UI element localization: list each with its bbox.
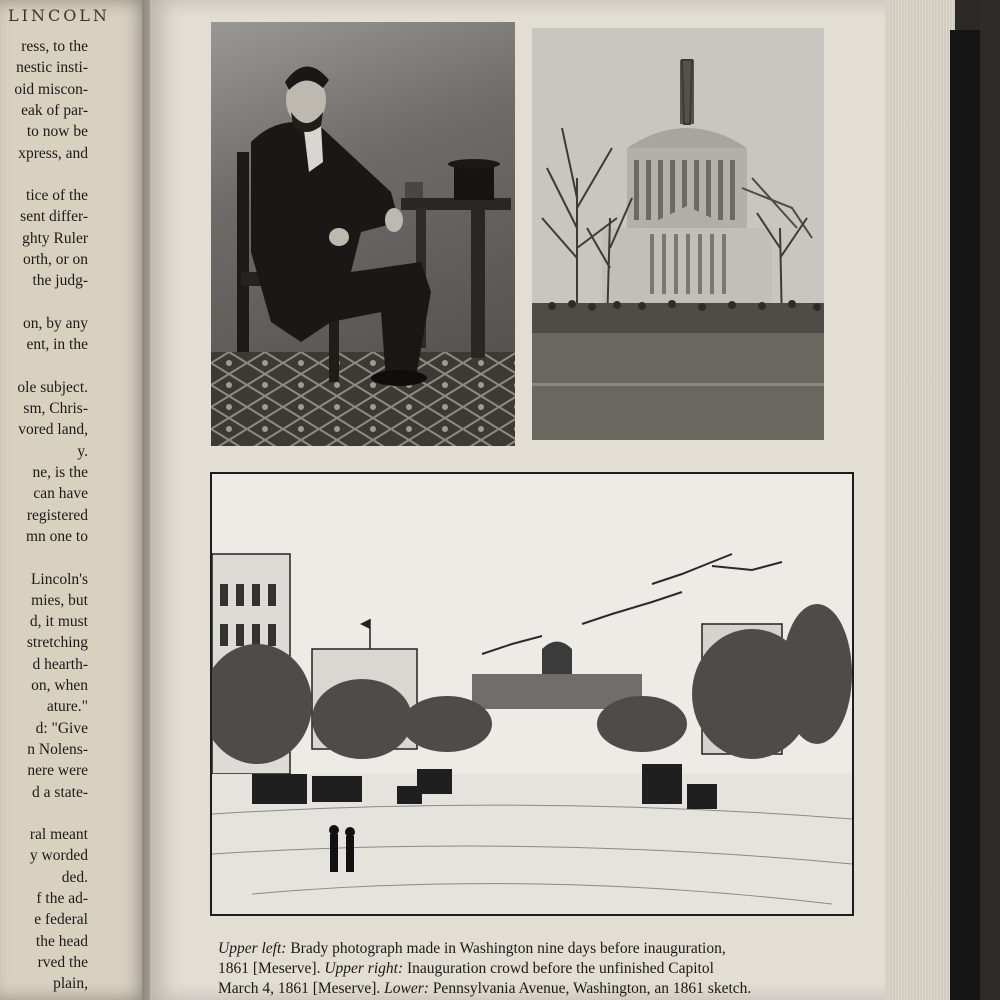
left-page-line: to now be	[26, 123, 88, 141]
left-page-line: eak of par-	[21, 101, 88, 119]
left-page-line: orth, or on	[22, 251, 88, 268]
left-page	[0, 0, 150, 1000]
left-page-line: can have	[33, 485, 88, 503]
left-page-line: ral meant	[29, 826, 88, 844]
left-page-line: oid miscon-	[14, 80, 88, 98]
left-page-line: the judg-	[32, 272, 88, 290]
book-cover	[950, 30, 980, 1000]
left-page-line: nere were	[27, 762, 88, 780]
page-edges	[885, 0, 955, 1000]
left-page-line: ature."	[46, 698, 88, 716]
photo-capitol-inauguration	[532, 28, 824, 440]
left-page-line: d, it must	[29, 613, 88, 631]
caption-text-3b: Pennsylvania Avenue, Washington, an 1861 sketch.	[428, 980, 752, 997]
caption-text-1: Brady photograph made in Washington nine days before inauguration,	[286, 940, 726, 957]
left-page-line: vored land,	[18, 421, 88, 439]
left-page-line: ent, in the	[26, 336, 88, 354]
left-page-line: mies, but	[31, 591, 88, 609]
left-page-line: xpress, and	[18, 144, 88, 162]
left-page-line: d hearth-	[32, 655, 88, 673]
left-page-line: registered	[26, 506, 88, 524]
left-page-line: sent differ-	[20, 208, 88, 226]
left-page-line: ded.	[61, 868, 88, 886]
left-page-line: f the ad-	[36, 890, 88, 907]
caption-label-lower: Lower:	[384, 980, 429, 997]
photo-lincoln-portrait	[211, 22, 515, 446]
left-page-line: ress, to the	[21, 38, 88, 55]
background-right	[980, 0, 1000, 1000]
sketch-pennsylvania-avenue	[210, 472, 854, 916]
caption-line-2	[218, 960, 868, 978]
caption-label-upper-left: Upper left:	[218, 940, 287, 957]
left-page-line: sm, Chris-	[23, 400, 88, 418]
left-page-line: plain,	[53, 975, 88, 993]
left-page-line: tice of the	[26, 187, 88, 205]
running-head: LINCOLN	[8, 6, 110, 25]
left-page-line: y worded	[29, 847, 88, 865]
left-page-line: e federal	[34, 911, 88, 929]
left-page-line: stretching	[26, 634, 88, 652]
caption-line-1	[218, 940, 868, 958]
caption-year: 1861 [Meserve].	[218, 960, 325, 977]
caption-text-2: Inauguration crowd before the unfinished Capitol	[403, 960, 714, 977]
left-page-line: Lincoln's	[30, 570, 88, 588]
left-page-line: on, when	[31, 677, 88, 694]
capitol-photo-art	[532, 28, 824, 440]
left-page-line: ne, is the	[32, 464, 88, 481]
left-page-line: d: "Give	[35, 719, 88, 737]
avenue-sketch-art	[212, 474, 852, 914]
left-page-line: on, by any	[22, 314, 88, 332]
left-page-line: mn one to	[26, 527, 88, 545]
left-page-line: nestic insti-	[16, 59, 88, 77]
left-page-line: n Nolens-	[27, 740, 88, 758]
lincoln-photo-art	[211, 22, 515, 446]
left-page-line: ghty Ruler	[22, 229, 88, 247]
left-page-line: y.	[77, 442, 88, 460]
caption-text-3a: March 4, 1861 [Meserve].	[218, 980, 385, 997]
left-page-line: the head	[35, 932, 88, 950]
caption-line-3	[218, 980, 868, 998]
left-page-line: d a state-	[32, 783, 88, 801]
left-page-line: ole subject.	[17, 378, 88, 396]
caption-label-upper-right: Upper right:	[324, 960, 404, 977]
left-page-line: rved the	[37, 953, 88, 971]
